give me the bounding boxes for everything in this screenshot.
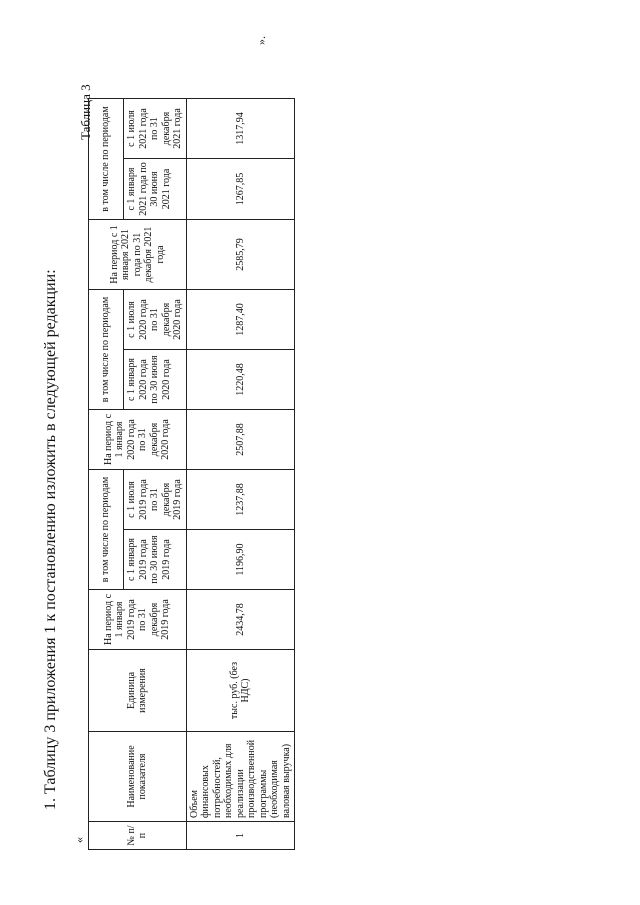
header-2021-h1: с 1 января 2021 года по 30 июня 2021 года <box>124 159 187 220</box>
header-2019-split: в том числе по периодам <box>89 470 124 590</box>
value-2021-total: 2585,79 <box>186 220 295 290</box>
header-2019-h2: с 1 июля 2019 года по 31 декабря 2019 года <box>124 470 187 530</box>
header-indicator-name: Наименование показателя <box>89 732 187 822</box>
value-2019-h2: 1237,88 <box>186 470 295 530</box>
row-indicator-name: Объем финансовых потребностей, необходимых для реализации производственной программы (необходимая валовая выручка) <box>186 732 295 822</box>
value-2020-h2: 1287,40 <box>186 290 295 350</box>
value-2019-h1: 1196,90 <box>186 530 295 590</box>
header-2021-total: На период с 1 января 2021 года по 31 декабря 2021 года <box>89 220 187 290</box>
header-2020-total: На период с 1 января 2020 года по 31 декабря 2020 года <box>89 410 187 470</box>
row-number: 1 <box>186 822 295 850</box>
header-unit: Единица измерения <box>89 650 187 732</box>
section-heading: 1. Таблицу 3 приложения 1 к постановлению изложить в следующей редакции: <box>42 269 59 810</box>
closing-quote: ». <box>254 36 268 45</box>
value-2020-total: 2507,88 <box>186 410 295 470</box>
value-2021-h1: 1267,85 <box>186 159 295 220</box>
header-2021-split: в том числе по периодам <box>89 99 124 220</box>
table-row <box>186 99 295 850</box>
table-label: Таблица 3 <box>78 84 93 140</box>
tariff-table <box>88 98 295 850</box>
value-2019-total: 2434,78 <box>186 590 295 650</box>
header-2021-h2: с 1 июля 2021 года по 31 декабря 2021 года <box>124 99 187 159</box>
row-unit: тыс. руб. (без НДС) <box>186 650 295 732</box>
header-2020-split: в том числе по периодам <box>89 290 124 410</box>
header-2019-total: На период с 1 января 2019 года по 31 декабря 2019 года <box>89 590 187 650</box>
header-number: № п/п <box>89 822 187 850</box>
header-2020-h1: с 1 января 2020 года по 30 июня 2020 года <box>124 350 187 410</box>
header-2019-h1: с 1 января 2019 года по 30 июня 2019 года <box>124 530 187 590</box>
opening-quote: « <box>72 837 86 843</box>
header-2020-h2: с 1 июля 2020 года по 31 декабря 2020 года <box>124 290 187 350</box>
value-2020-h1: 1220,48 <box>186 350 295 410</box>
value-2021-h2: 1317,94 <box>186 99 295 159</box>
